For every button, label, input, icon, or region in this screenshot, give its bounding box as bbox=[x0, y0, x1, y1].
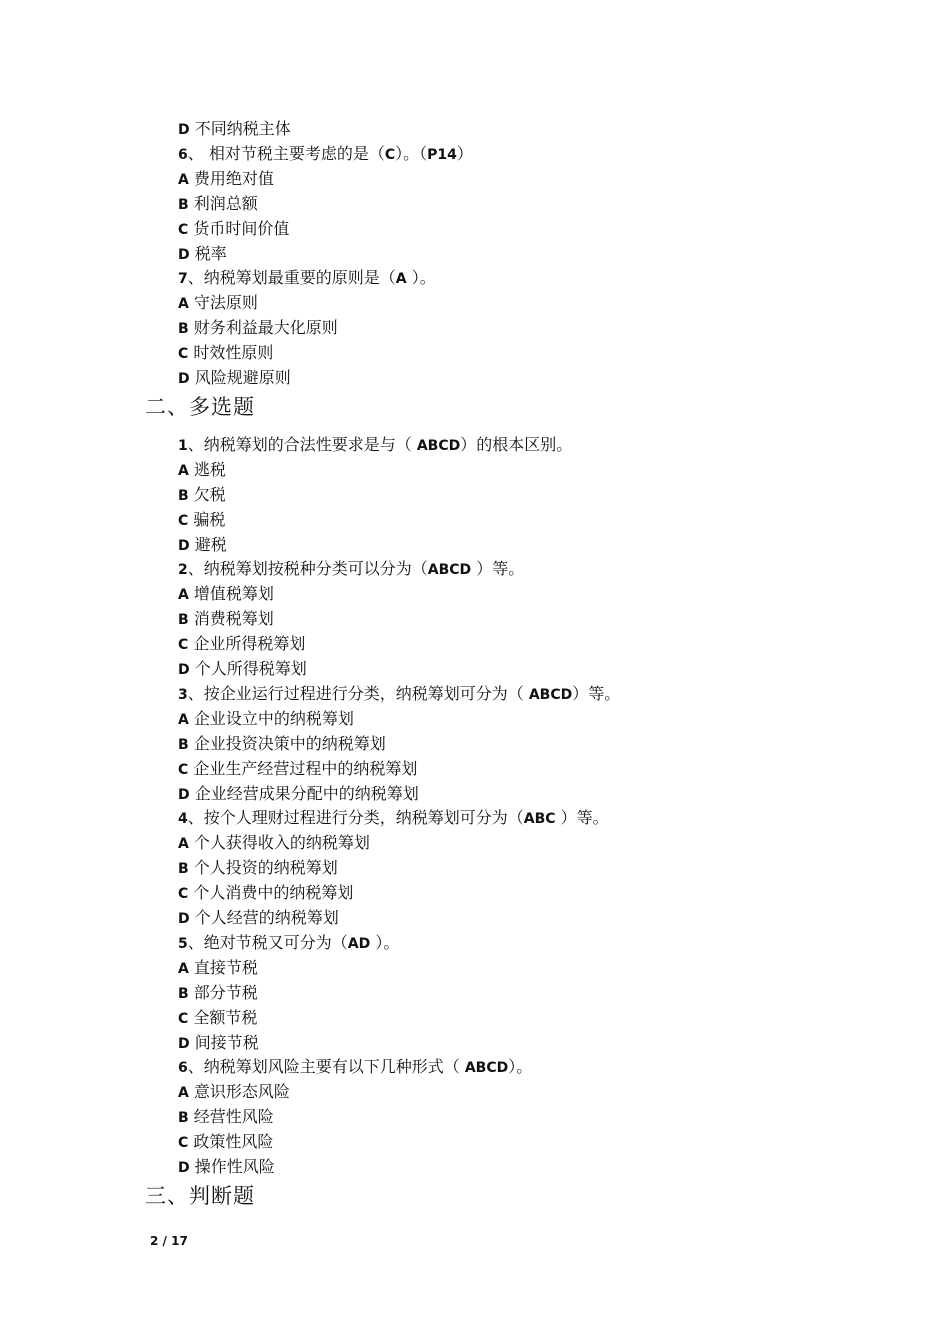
page-number: 2 / 17 bbox=[150, 1234, 188, 1248]
option-line bbox=[178, 906, 339, 930]
option-letter: B bbox=[178, 861, 189, 878]
option-text: 操作性风险 bbox=[189, 1157, 275, 1176]
option-line bbox=[178, 1080, 290, 1104]
question-text: 、按个人理财过程进行分类，纳税筹划可分为（ bbox=[187, 808, 524, 828]
answer-key: ABCD bbox=[464, 1060, 509, 1077]
option-letter: A bbox=[178, 836, 189, 853]
option-line bbox=[178, 607, 274, 631]
option-text: 企业所得税筹划 bbox=[188, 634, 306, 654]
option-letter: A bbox=[178, 587, 189, 604]
option-line bbox=[178, 1130, 273, 1154]
option-letter: D bbox=[178, 371, 190, 387]
option-text: 逃税 bbox=[188, 459, 226, 479]
question-text: 、绝对节税又可分为（ bbox=[187, 932, 348, 952]
question-suffix: ）。 bbox=[406, 268, 436, 288]
option-line bbox=[178, 316, 338, 340]
question-number: 2 bbox=[178, 562, 188, 579]
question-end: ） bbox=[456, 143, 473, 163]
option-letter: C bbox=[178, 512, 189, 529]
option-letter: A bbox=[178, 1085, 189, 1102]
option-line bbox=[178, 1031, 259, 1055]
question-text: 、 相对节税主要考虑的是（ bbox=[187, 143, 385, 163]
option-letter: C bbox=[178, 761, 189, 778]
option-letter: D bbox=[178, 246, 190, 263]
option-letter: C bbox=[178, 886, 189, 903]
option-text: 消费税筹划 bbox=[188, 609, 274, 629]
option-text: 企业投资决策中的纳税筹划 bbox=[188, 733, 386, 753]
answer-key: A bbox=[395, 271, 407, 288]
answer-key: ABC bbox=[523, 811, 556, 828]
option-line bbox=[178, 981, 258, 1005]
option-line bbox=[178, 192, 258, 216]
option-line bbox=[178, 757, 417, 781]
option-letter: C bbox=[178, 221, 189, 238]
option-line bbox=[178, 217, 289, 241]
option-line bbox=[178, 533, 227, 557]
answer-key: AD bbox=[347, 935, 371, 952]
option-letter: A bbox=[178, 462, 189, 479]
question-suffix: ）的根本区别。 bbox=[460, 434, 573, 454]
option-letter: A bbox=[178, 296, 189, 313]
option-letter: D bbox=[178, 786, 190, 803]
option-letter: B bbox=[178, 612, 189, 629]
option-text: 全额节税 bbox=[188, 1007, 258, 1027]
option-text: 避税 bbox=[189, 534, 227, 554]
option-line bbox=[178, 831, 370, 855]
question-line bbox=[178, 931, 399, 955]
option-letter: D bbox=[178, 537, 190, 554]
question-number: 4 bbox=[178, 811, 188, 828]
option-line bbox=[178, 1155, 275, 1179]
question-number: 1 bbox=[178, 437, 188, 454]
option-line bbox=[178, 1105, 274, 1129]
option-letter: B bbox=[178, 196, 189, 213]
option-letter: C bbox=[178, 1010, 189, 1027]
option-text: 企业生产经营过程中的纳税筹划 bbox=[188, 758, 418, 778]
option-line bbox=[178, 956, 258, 980]
section-heading: 三、判断题 bbox=[145, 1183, 255, 1208]
option-text: 财务利益最大化原则 bbox=[188, 318, 338, 338]
option-text: 直接节税 bbox=[188, 957, 258, 977]
option-text: 货币时间价值 bbox=[188, 218, 290, 238]
answer-key: C bbox=[384, 146, 396, 163]
option-line bbox=[178, 291, 258, 315]
option-text: 部分节税 bbox=[188, 982, 258, 1002]
option-text: 欠税 bbox=[188, 484, 226, 504]
option-line bbox=[178, 366, 291, 390]
question-line bbox=[178, 557, 524, 581]
question-line bbox=[178, 682, 620, 706]
option-text: 守法原则 bbox=[188, 293, 258, 313]
option-letter: B bbox=[178, 487, 189, 504]
question-number: 7 bbox=[178, 271, 188, 288]
option-letter: A bbox=[178, 711, 189, 728]
option-line bbox=[178, 167, 274, 191]
option-letter: C bbox=[178, 346, 189, 363]
option-text: 经营性风险 bbox=[188, 1107, 274, 1127]
option-text: 企业经营成果分配中的纳税筹划 bbox=[189, 783, 419, 803]
question-number: 6 bbox=[178, 1060, 188, 1077]
option-letter: D bbox=[178, 911, 190, 927]
question-suffix: ）等。 bbox=[471, 559, 525, 579]
option-line bbox=[178, 508, 225, 532]
option-line bbox=[178, 242, 227, 266]
option-letter: B bbox=[178, 736, 189, 753]
question-suffix: ）等。 bbox=[555, 808, 609, 828]
question-suffix: ）。 bbox=[508, 1057, 533, 1077]
option-line bbox=[178, 881, 353, 905]
option-letter: B bbox=[178, 321, 189, 338]
option-letter: B bbox=[178, 985, 189, 1002]
answer-key: ABCD bbox=[427, 562, 472, 579]
option-text: 意识形态风险 bbox=[188, 1082, 290, 1102]
page-reference: P14 bbox=[427, 146, 457, 163]
question-text: 、按企业运行过程进行分类，纳税筹划可分为（ bbox=[187, 683, 529, 703]
option-line bbox=[178, 483, 226, 507]
option-letter: C bbox=[178, 637, 189, 654]
option-text: 政策性风险 bbox=[188, 1132, 274, 1152]
option-letter: D bbox=[178, 662, 190, 678]
option-line bbox=[178, 732, 386, 756]
question-line bbox=[178, 1055, 532, 1079]
question-line bbox=[178, 806, 609, 830]
option-line bbox=[178, 632, 305, 656]
option-letter: D bbox=[178, 122, 190, 138]
option-letter: D bbox=[178, 1035, 190, 1052]
option-text: 利润总额 bbox=[188, 193, 258, 213]
option-text: 个人投资的纳税筹划 bbox=[188, 858, 338, 878]
question-suffix: ）。（ bbox=[395, 143, 428, 163]
question-line bbox=[178, 142, 473, 166]
option-letter: C bbox=[178, 1135, 189, 1152]
question-number: 5 bbox=[178, 935, 188, 952]
option-text: 个人所得税筹划 bbox=[189, 659, 307, 678]
option-letter: A bbox=[178, 960, 189, 977]
answer-key: ABCD bbox=[416, 437, 461, 454]
answer-key: ABCD bbox=[528, 686, 573, 703]
question-text: 、纳税筹划的合法性要求是与（ bbox=[187, 434, 417, 454]
option-text: 骗税 bbox=[188, 509, 226, 529]
question-number: 3 bbox=[178, 686, 188, 703]
option-line bbox=[178, 707, 354, 731]
question-line bbox=[178, 266, 436, 290]
option-text: 税率 bbox=[189, 243, 227, 263]
question-text: 、纳税筹划风险主要有以下几种形式（ bbox=[187, 1057, 465, 1077]
option-line bbox=[178, 458, 226, 482]
section-heading: 二、多选题 bbox=[145, 394, 255, 419]
option-text: 个人获得收入的纳税筹划 bbox=[188, 833, 370, 853]
option-text: 增值税筹划 bbox=[188, 584, 274, 604]
question-suffix: ）等。 bbox=[572, 683, 621, 703]
option-text: 企业设立中的纳税筹划 bbox=[188, 708, 354, 728]
question-text: 、纳税筹划最重要的原则是（ bbox=[187, 268, 396, 288]
option-line bbox=[178, 117, 291, 141]
option-text: 个人经营的纳税筹划 bbox=[189, 908, 339, 927]
option-line bbox=[178, 856, 338, 880]
option-letter: B bbox=[178, 1110, 189, 1127]
question-suffix: ）。 bbox=[370, 932, 400, 952]
option-text: 时效性原则 bbox=[188, 343, 274, 363]
option-line bbox=[178, 582, 274, 606]
option-line bbox=[178, 782, 419, 806]
option-line bbox=[178, 657, 307, 681]
question-line bbox=[178, 433, 572, 457]
option-text: 间接节税 bbox=[189, 1032, 259, 1052]
option-text: 不同纳税主体 bbox=[189, 119, 291, 138]
option-line bbox=[178, 341, 273, 365]
question-number: 6 bbox=[178, 146, 188, 163]
option-text: 风险规避原则 bbox=[189, 368, 291, 387]
question-text: 、纳税筹划按税种分类可以分为（ bbox=[187, 559, 428, 579]
option-text: 费用绝对值 bbox=[188, 168, 274, 188]
option-line bbox=[178, 1006, 257, 1030]
option-letter: A bbox=[178, 171, 189, 188]
option-letter: D bbox=[178, 1160, 190, 1176]
option-text: 个人消费中的纳税筹划 bbox=[188, 883, 354, 903]
